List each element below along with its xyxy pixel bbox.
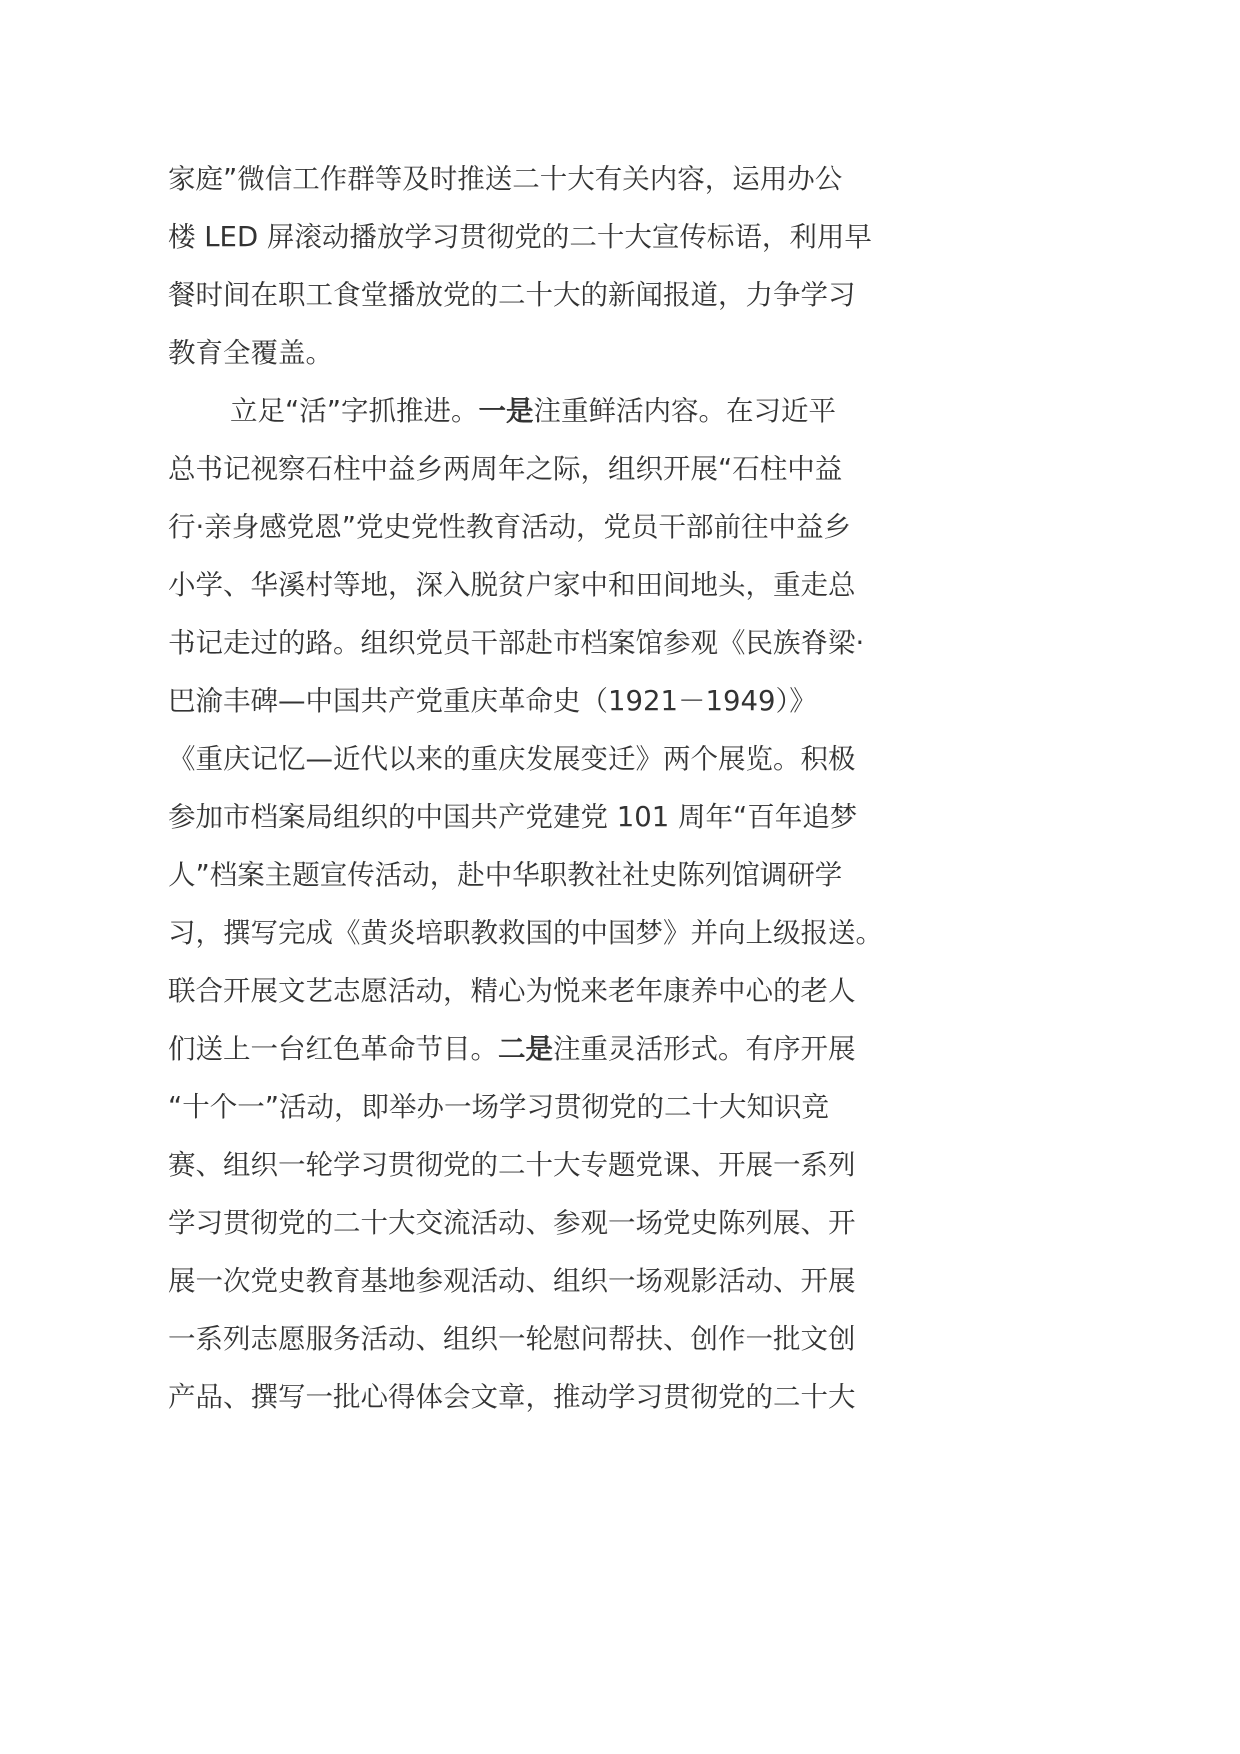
body-text	[168, 150, 938, 1426]
bold-marker: 二是	[498, 1033, 553, 1065]
paragraph-line: 《重庆记忆—近代以来的重庆发展变迁》两个展览。积极	[168, 743, 856, 775]
paragraph-line: 人”档案主题宣传活动，赴中华职教社社史陈列馆调研学	[168, 859, 843, 891]
paragraph-line	[168, 1020, 938, 1078]
paragraph-line: 一系列志愿服务活动、组织一轮慰问帮扶、创作一批文创	[168, 1323, 856, 1355]
paragraph-line: 学习贯彻党的二十大交流活动、参观一场党史陈列展、开	[168, 1207, 856, 1239]
paragraph-line: 小学、华溪村等地，深入脱贫户家中和田间地头，重走总	[168, 569, 856, 601]
line-text: 注重鲜活内容。在习近平	[533, 395, 836, 427]
line-text: 们送上一台红色革命节目。	[168, 1033, 498, 1065]
paragraph-first-line	[168, 382, 938, 440]
paragraph-line: “十个一”活动，即举办一场学习贯彻党的二十大知识竞	[168, 1091, 829, 1123]
paragraph-line: 展一次党史教育基地参观活动、组织一场观影活动、开展	[168, 1265, 856, 1297]
paragraph-line: 行·亲身感党恩”党史党性教育活动，党员干部前往中益乡	[168, 511, 851, 543]
line-text: 立足“活”字抓推进。	[230, 395, 479, 427]
paragraph-line: 楼 LED 屏滚动播放学习贯彻党的二十大宣传标语，利用早	[168, 221, 872, 253]
paragraph-line: 餐时间在职工食堂播放党的二十大的新闻报道，力争学习	[168, 279, 856, 311]
paragraph-line: 赛、组织一轮学习贯彻党的二十大专题党课、开展一系列	[168, 1149, 856, 1181]
paragraph-line: 习，撰写完成《黄炎培职教救国的中国梦》并向上级报送。	[168, 917, 883, 949]
paragraph-line: 总书记视察石柱中益乡两周年之际，组织开展“石柱中益	[168, 453, 843, 485]
paragraph-line: 巴渝丰碑—中国共产党重庆革命史（1921－1949）》	[168, 685, 817, 717]
paragraph-line: 教育全覆盖。	[168, 337, 333, 369]
paragraph-line: 书记走过的路。组织党员干部赴市档案馆参观《民族脊梁·	[168, 627, 865, 659]
paragraph-line: 家庭”微信工作群等及时推送二十大有关内容，运用办公	[168, 163, 843, 195]
paragraph-line: 联合开展文艺志愿活动，精心为悦来老年康养中心的老人	[168, 975, 856, 1007]
bold-marker: 一是	[478, 395, 534, 427]
paragraph-line: 参加市档案局组织的中国共产党建党 101 周年“百年追梦	[168, 801, 858, 833]
line-text: 注重灵活形式。有序开展	[553, 1033, 856, 1065]
paragraph-line: 产品、撰写一批心得体会文章，推动学习贯彻党的二十大	[168, 1381, 856, 1413]
